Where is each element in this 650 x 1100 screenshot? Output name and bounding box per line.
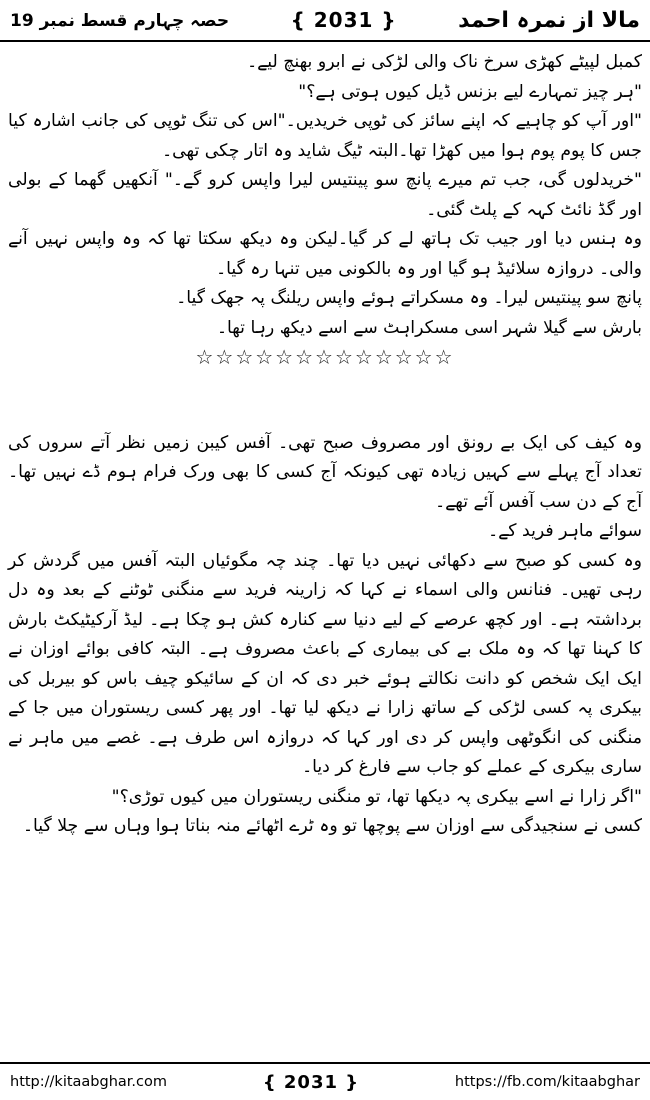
paragraph: وہ کیف کی ایک بے رونق اور مصروف صبح تھی۔ آفس کیبن زمیں نظر آتے سروں کی تعداد آج پہلے سے کہیں زیادہ تھی کیونکہ آج کسی کا بھی ورک فرام ہوم ڈے نہیں تھا۔ آج کے دن سب آفس آئے تھے۔ [8,432,642,512]
part-episode-label: حصہ چہارم قسط نمبر 19 [10,10,230,31]
book-title: مالا از نمرہ احمد [458,7,640,33]
paragraph: کمبل لپیٹے کھڑی سرخ ناک والی لڑکی نے ابرو بھنچ لیے۔ [246,52,642,72]
facebook-link[interactable]: https://fb.com/kitaabghar [454,1074,640,1090]
section-gap [8,373,642,429]
page-footer [0,1062,650,1100]
paragraph: سوائے ماہر فرید کے۔ [488,521,642,541]
scene-separator: ☆☆☆☆☆☆☆☆☆☆☆☆☆ [195,345,455,369]
paragraph: کسی نے سنجیدگی سے اوزان سے پوچھا تو وہ ٹرے اٹھائے منہ بناتا ہوا وہاں سے چلا گیا۔ [22,816,642,836]
page-header [0,0,650,42]
paragraph: "اور آپ کو چاہیے کہ اپنے سائز کی ٹوپی خریدیں۔"اس کی تنگ ٹوپی کی جانب اشارہ کیا جس کا پوم پوم ہوا میں کھڑا تھا۔البتہ ٹیگ شاید وہ اتار چکی تھی۔ [8,111,642,161]
paragraph: "خریدلوں گی، جب تم میرے پانچ سو پینتیس لیرا واپس کرو گے۔" آنکھیں گھما کے بولی اور گڈ نائٹ کہہ کے پلٹ گئی۔ [8,170,642,220]
paragraph: بارش سے گیلا شہر اسی مسکراہٹ سے اسے دیکھ رہا تھا۔ [216,317,642,338]
paragraph: "اگر زارا نے اسے بیکری پہ دیکھا تھا، تو منگنی ریستوران میں کیوں توڑی؟" [111,786,642,807]
page-body [8,48,642,842]
paragraph: وہ کسی کو صبح سے دکھائی نہیں دیا تھا۔ چند چہ مگوئیاں البتہ آفس میں گردش کر رہی تھیں۔ فنانس والی اسماء نے کہا کہ زارینہ فرید سے منگنی ٹوٹنے کے بعد وہ دل برداشتہ ہے۔ اور کچھ عرصے کے لیے دنیا سے کنارہ کش ہو چکا ہے۔ لیڈ آرکیٹیکٹ بارش کا کہنا تھا کہ وہ ملک بے کی بیماری کے باعث مصروف ہے۔ البتہ کافی بوائے اوزان نے ایک ایک شخص کو دانت نکالتے ہوئے خبر دی کہ ان کے سائیکو چیف باس کو بیربل کی بیکری پہ کسی لڑکی کے ساتھ زارا نے دیکھ لیا تھا۔ اور پھر کسی ریستوران میں جا کے منگنی کی انگوٹھی واپس کر دی اور کہا کہ دروازہ اس طرف ہے۔ غصے میں ماہر نے ساری بیکری کے عملے کو جاب سے فارغ کر دیا۔ [8,550,642,777]
footer-page-number: { 2031 } [262,1071,360,1093]
paragraph: وہ ہنس دیا اور جیب تک ہاتھ لے کر گیا۔لیکن وہ دیکھ سکتا تھا کہ وہ واپس نہیں آنے والی۔ دروازہ سلائیڈ ہو گیا اور وہ بالکونی میں تنہا رہ گیا۔ [8,229,642,279]
paragraph: "ہر چیز تمہارے لیے بزنس ڈیل کیوں ہوتی ہے؟" [298,81,642,102]
paragraph: پانچ سو پینتیس لیرا۔ وہ مسکراتے ہوئے واپس ریلنگ پہ جھک گیا۔ [176,288,642,308]
page-number: { 2031 } [290,8,397,32]
website-link[interactable]: http://kitaabghar.com [10,1074,167,1090]
